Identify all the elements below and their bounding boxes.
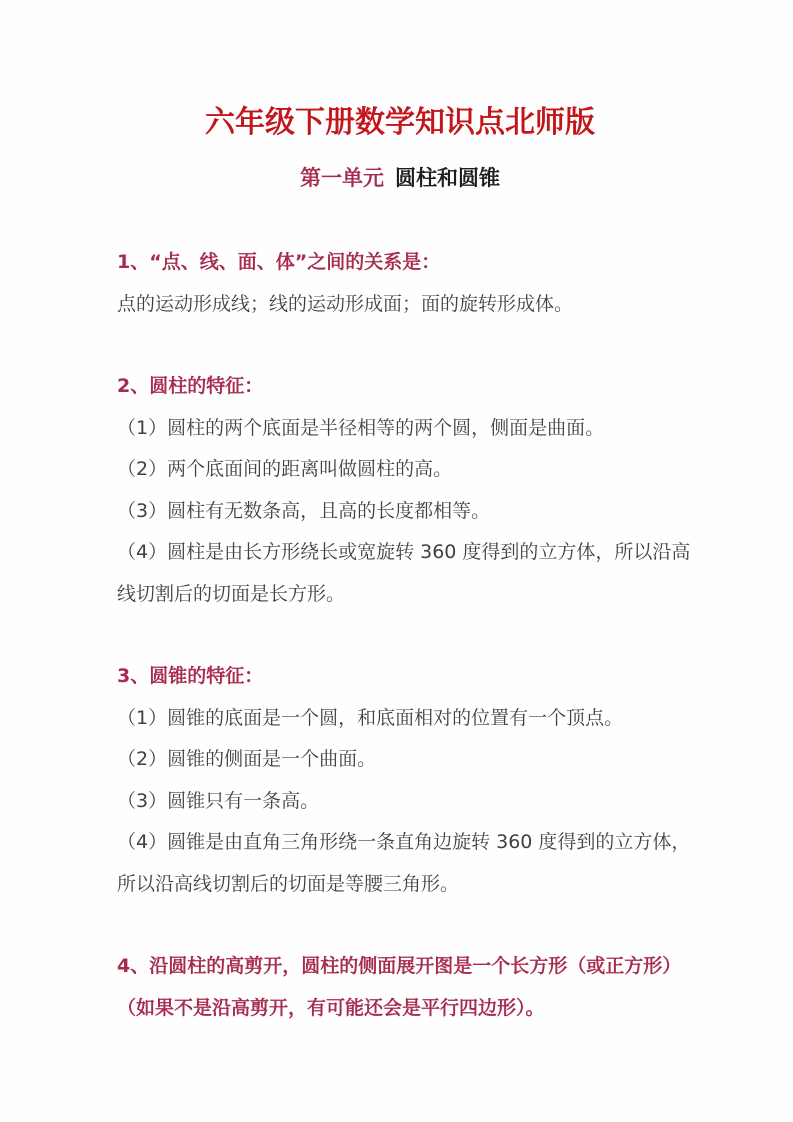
unit-title: 圆柱和圆锥 [395,166,500,190]
section-3-item-4-line-2: 所以沿高线切割后的切面是等腰三角形。 [117,872,460,895]
unit-subtitle [117,163,683,193]
section-3-item-2: （2）圆锥的侧面是一个曲面。 [117,748,377,770]
section-2-item-1: （1）圆柱的两个底面是半径相等的两个圆，侧面是曲面。 [117,416,605,439]
section-3-item-4-line-1: （4）圆锥是由直角三角形绕一条直角边旋转 360 度得到的立方体， [117,831,691,853]
section-2-item-4-line-1: （4）圆柱是由长方形绕长或宽旋转 360 度得到的立方体，所以沿高 [117,541,691,563]
section-4-heading-line-2: （如果不是沿高剪开，有可能还会是平行四边形）。 [117,996,545,1019]
section-4-heading-line-1: 4、沿圆柱的高剪开，圆柱的侧面展开图是一个长方形（或正方形） [117,955,682,977]
section-cylinder-features [117,366,691,615]
unit-label: 第一单元 [300,166,384,190]
section-1-body-line: 点的运动形成线；线的运动形成面；面的旋转形成体。 [117,292,574,315]
section-3-heading: 3、圆锥的特征： [117,665,264,687]
section-2-item-3: （3）圆柱有无数条高，且高的长度都相等。 [117,499,491,522]
section-2-heading: 2、圆柱的特征： [117,375,264,397]
section-3-item-1: （1）圆锥的底面是一个圆，和底面相对的位置有一个顶点。 [117,706,624,729]
section-cone-features [117,656,691,905]
section-points-lines-faces [117,242,683,325]
section-2-item-2: （2）两个底面间的距离叫做圆柱的高。 [117,458,453,480]
section-3-item-3: （3）圆锥只有一条高。 [117,789,320,812]
document-title: 六年级下册数学知识点北师版 [205,105,595,140]
section-2-item-4-line-2: 线切割后的切面是长方形。 [117,582,346,605]
section-cylinder-unfold [117,946,683,1029]
section-1-heading: 1、“点、线、面、体”之间的关系是： [117,251,441,273]
